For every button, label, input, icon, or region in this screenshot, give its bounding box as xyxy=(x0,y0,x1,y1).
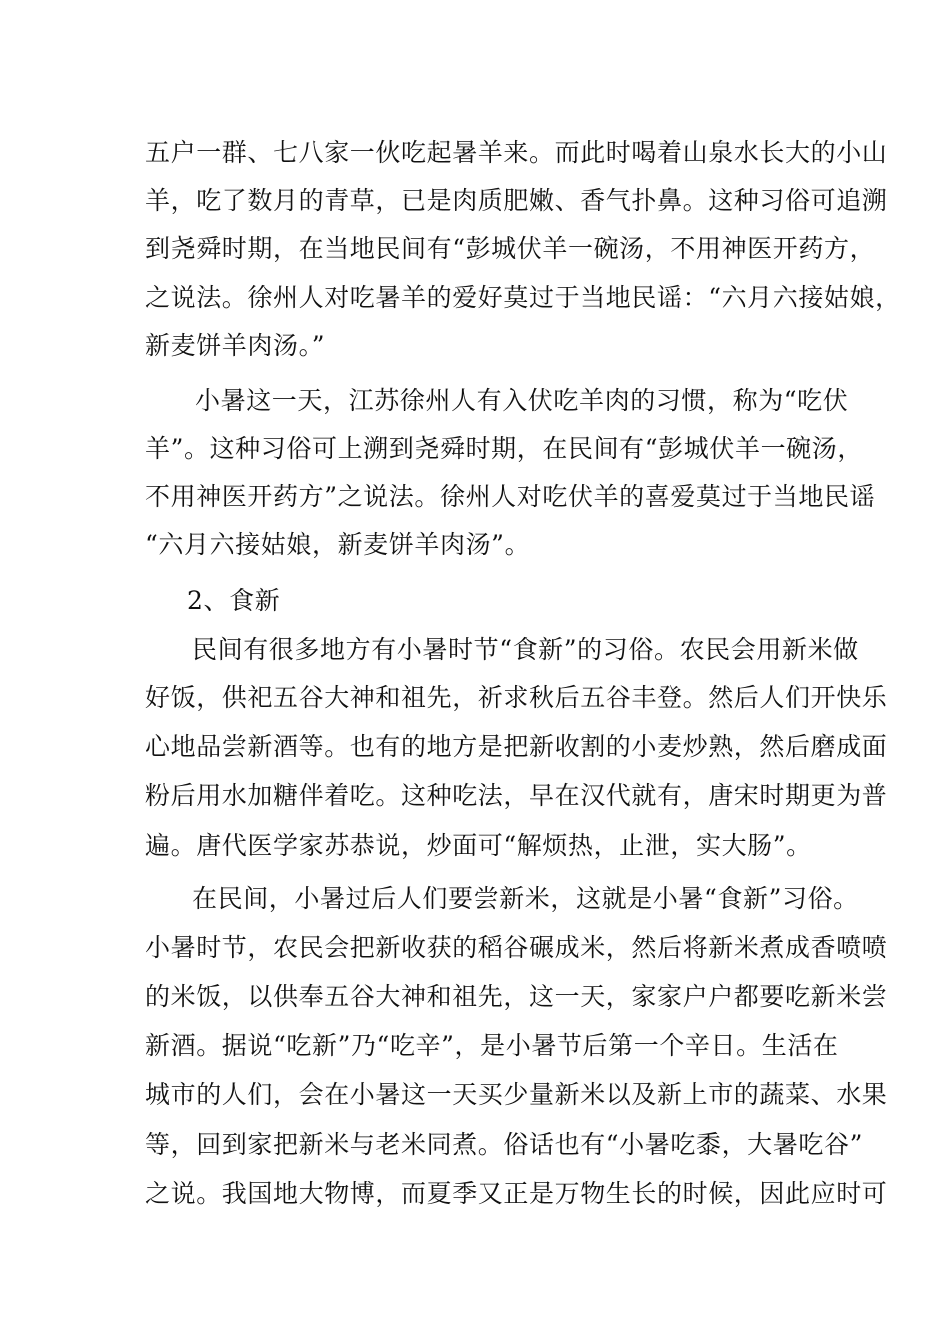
text-line: 小暑这一天，江苏徐州人有入伏吃羊肉的习惯，称为“吃伏 xyxy=(195,386,849,415)
text-line: 好饭，供祀五谷大神和祖先，祈求秋后五谷丰登。然后人们开快乐 xyxy=(145,683,888,712)
text-line: 心地品尝新酒等。也有的地方是把新收割的小麦炒熟，然后磨成面 xyxy=(145,732,888,761)
text-line: 的米饭，以供奉五谷大神和祖先，这一天，家家户户都要吃新米尝 xyxy=(145,982,888,1011)
text-line: 之说。我国地大物博，而夏季又正是万物生长的时候，因此应时可 xyxy=(145,1179,888,1208)
text-line: 到尧舜时期，在当地民间有“彭城伏羊一碗汤，不用神医开药方， xyxy=(145,234,876,263)
text-line: 新麦饼羊肉汤。” xyxy=(145,331,326,360)
text-line: 粉后用水加糖伴着吃。这种吃法，早在汉代就有，唐宋时期更为普 xyxy=(145,781,888,810)
text-line: 遍。唐代医学家苏恭说，炒面可“解烦热，止泄，实大肠”。 xyxy=(145,831,812,860)
text-line: 在民间，小暑过后人们要尝新米，这就是小暑“食新”习俗。 xyxy=(192,884,859,913)
text-line: “六月六接姑娘，新麦饼羊肉汤”。 xyxy=(145,530,531,559)
text-line: 民间有很多地方有小暑时节“食新”的习俗。农民会用新米做 xyxy=(192,635,859,664)
text-line: 小暑时节，农民会把新收获的稻谷碾成米，然后将新米煮成香喷喷 xyxy=(145,933,888,962)
text-line: 五户一群、七八家一伙吃起暑羊来。而此时喝着山泉水长大的小山 xyxy=(145,138,888,167)
text-line: 羊，吃了数月的青草，已是肉质肥嫩、香气扑鼻。这种习俗可追溯 xyxy=(145,186,888,215)
text-line: 不用神医开药方”之说法。徐州人对吃伏羊的喜爱莫过于当地民谣 xyxy=(145,482,876,511)
text-line: 等，回到家把新米与老米同煮。俗话也有“小暑吃黍，大暑吃谷” xyxy=(145,1130,863,1159)
section-heading: 2、食新 xyxy=(187,586,281,615)
text-line: 羊”。这种习俗可上溯到尧舜时期，在民间有“彭城伏羊一碗汤， xyxy=(145,434,863,463)
text-line: 之说法。徐州人对吃暑羊的爱好莫过于当地民谣：“六月六接姑娘， xyxy=(145,283,901,312)
text-line: 新酒。据说“吃新”乃“吃辛”，是小暑节后第一个辛日。生活在 xyxy=(145,1031,839,1060)
text-line: 城市的人们，会在小暑这一天买少量新米以及新上市的蔬菜、水果 xyxy=(145,1080,888,1109)
